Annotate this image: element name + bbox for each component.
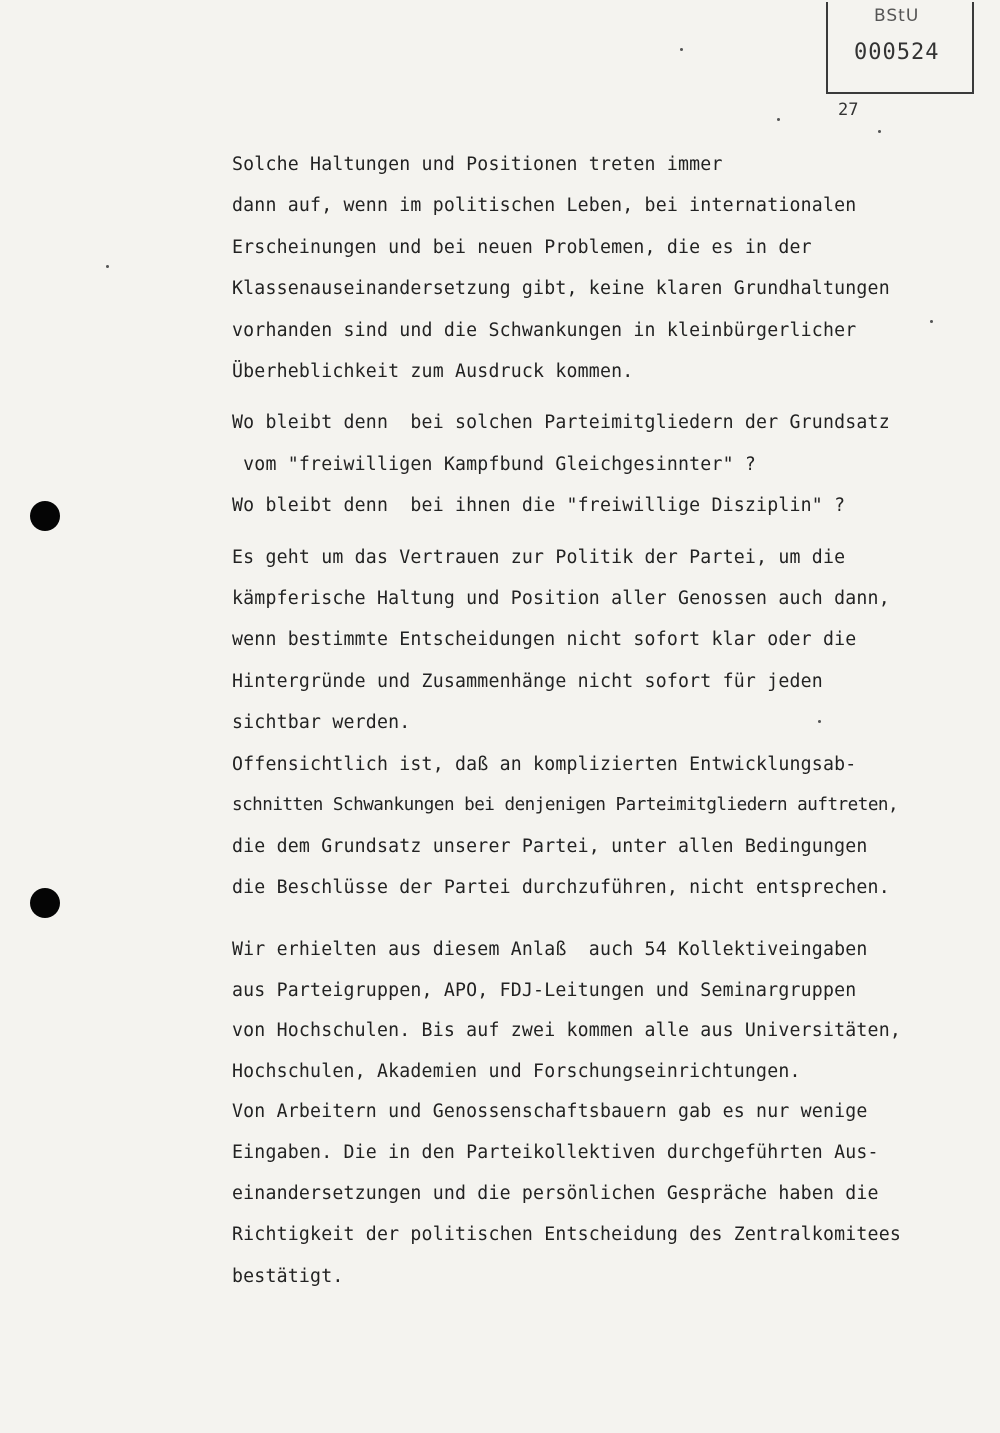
text-line: Eingaben. Die in den Parteikollektiven durchgeführten Aus- bbox=[232, 1142, 879, 1163]
text-line: Solche Haltungen und Positionen treten immer bbox=[232, 154, 723, 175]
punch-hole bbox=[30, 888, 60, 918]
text-line: dann auf, wenn im politischen Leben, bei internationalen bbox=[232, 195, 857, 216]
text-line: Hochschulen, Akademien und Forschungseinrichtungen. bbox=[232, 1061, 801, 1082]
text-line: Klassenauseinandersetzung gibt, keine klaren Grundhaltungen bbox=[232, 278, 890, 299]
text-line: kämpferische Haltung und Position aller Genossen auch dann, bbox=[232, 588, 890, 609]
text-line: vom "freiwilligen Kampfbund Gleichgesinnter" ? bbox=[232, 454, 757, 475]
scan-speck bbox=[878, 130, 881, 133]
page-number: 27 bbox=[838, 100, 859, 120]
text-line: sichtbar werden. bbox=[232, 712, 411, 733]
scan-speck bbox=[106, 265, 109, 268]
scan-speck bbox=[930, 320, 933, 323]
text-line: die Beschlüsse der Partei durchzuführen, nicht entsprechen. bbox=[232, 877, 890, 898]
text-line: Wo bleibt denn bei solchen Parteimitgliedern der Grundsatz bbox=[232, 412, 890, 433]
archive-stamp bbox=[826, 2, 974, 94]
text-line: Es geht um das Vertrauen zur Politik der Partei, um die bbox=[232, 547, 846, 568]
text-line: wenn bestimmte Entscheidungen nicht sofort klar oder die bbox=[232, 629, 857, 650]
text-line: einandersetzungen und die persönlichen Gespräche haben die bbox=[232, 1183, 879, 1204]
text-line: Erscheinungen und bei neuen Problemen, die es in der bbox=[232, 237, 812, 258]
text-line: Wir erhielten aus diesem Anlaß auch 54 Kollektiveingaben bbox=[232, 939, 868, 960]
text-line: schnitten Schwankungen bei denjenigen Parteimitgliedern auftreten, bbox=[232, 795, 899, 815]
text-line: bestätigt. bbox=[232, 1266, 344, 1287]
text-line: Überheblichkeit zum Ausdruck kommen. bbox=[232, 361, 634, 382]
text-line: die dem Grundsatz unserer Partei, unter allen Bedingungen bbox=[232, 836, 868, 857]
scan-speck bbox=[818, 720, 821, 723]
text-line: von Hochschulen. Bis auf zwei kommen alle aus Universitäten, bbox=[232, 1020, 901, 1041]
text-line: Offensichtlich ist, daß an komplizierten Entwicklungsab- bbox=[232, 754, 857, 775]
text-line: Hintergründe und Zusammenhänge nicht sofort für jeden bbox=[232, 671, 823, 692]
text-line: Von Arbeitern und Genossenschaftsbauern gab es nur wenige bbox=[232, 1101, 868, 1122]
scan-speck bbox=[680, 48, 683, 51]
scan-speck bbox=[777, 118, 780, 121]
punch-hole bbox=[30, 501, 60, 531]
stamp-label: BStU bbox=[874, 6, 920, 26]
stamp-number: 000524 bbox=[854, 40, 940, 65]
text-line: vorhanden sind und die Schwankungen in kleinbürgerlicher bbox=[232, 320, 857, 341]
text-line: aus Parteigruppen, APO, FDJ-Leitungen und Seminargruppen bbox=[232, 980, 857, 1001]
text-line: Richtigkeit der politischen Entscheidung des Zentralkomitees bbox=[232, 1224, 901, 1245]
text-line: Wo bleibt denn bei ihnen die "freiwillige Disziplin" ? bbox=[232, 495, 846, 516]
